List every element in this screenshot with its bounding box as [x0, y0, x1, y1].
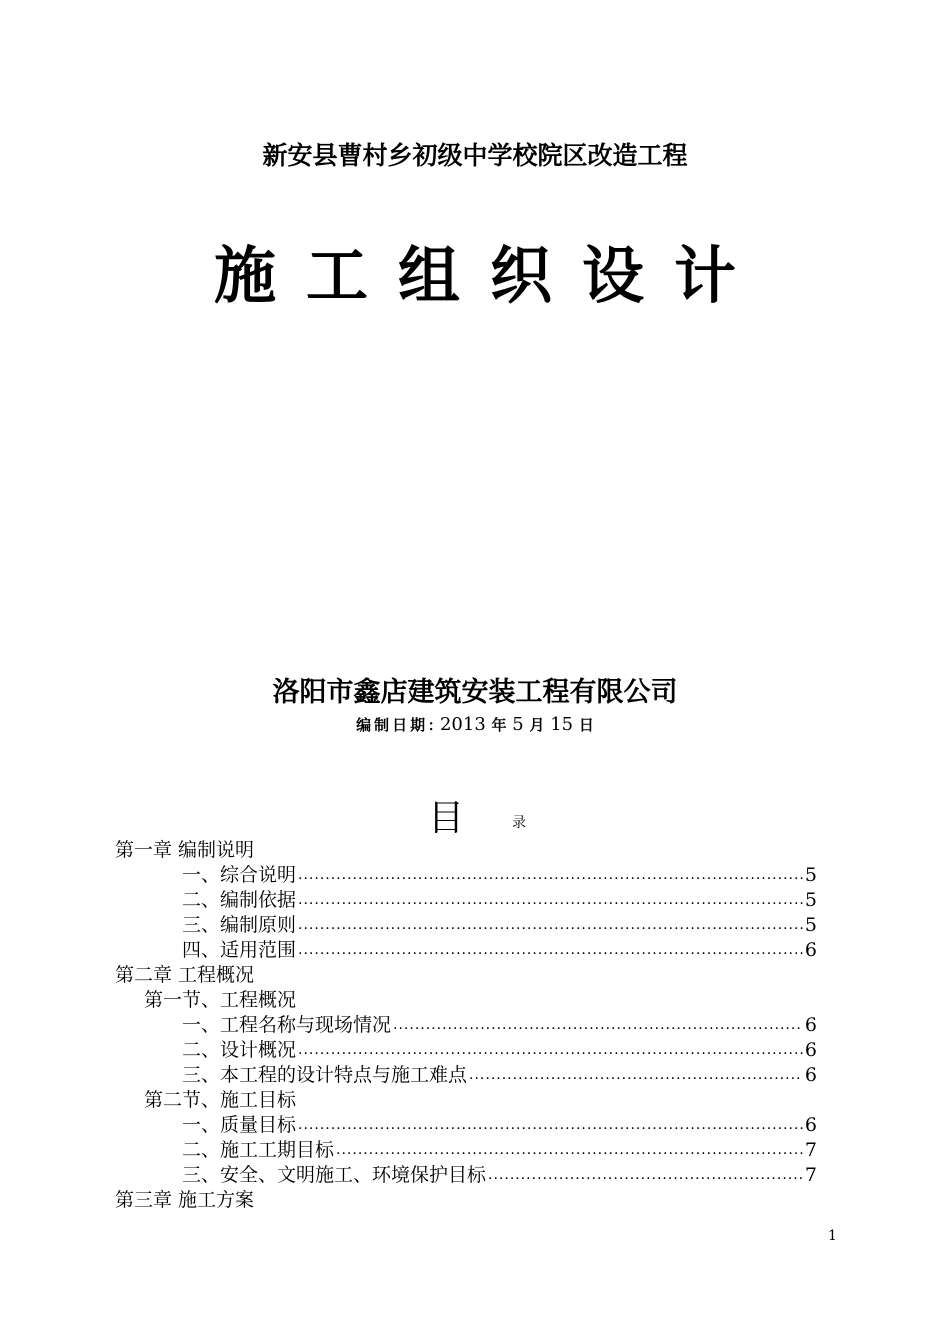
toc-leader-dots [298, 888, 803, 913]
toc-entry-page: 5 [804, 864, 817, 886]
toc-leader-dots [298, 1113, 803, 1138]
toc-entry-page: 6 [804, 1014, 817, 1036]
toc-leader-dots [298, 913, 803, 938]
toc-leader-dots [488, 1163, 803, 1188]
toc-chapter-2[interactable]: 第二章 工程概况 [115, 964, 255, 986]
toc-leader-dots [469, 1063, 803, 1088]
date-month: 5 [512, 714, 524, 735]
toc-chapter-1[interactable]: 第一章 编制说明 [115, 839, 255, 861]
toc-section[interactable]: 第一节、工程概况 [144, 989, 297, 1011]
date-day: 15 [550, 714, 574, 735]
toc-entry[interactable] [182, 1038, 817, 1063]
toc-entry-text: 三、本工程的设计特点与施工难点 [182, 1064, 468, 1086]
toc-entry-page: 6 [804, 1039, 817, 1061]
company-name: 洛阳市鑫店建筑安装工程有限公司 [272, 677, 678, 708]
toc-leader-dots [298, 938, 803, 963]
toc-entry[interactable] [182, 888, 817, 913]
toc-entry[interactable] [182, 913, 817, 938]
toc-chapter-3[interactable]: 第三章 施工方案 [115, 1189, 255, 1211]
toc-entry-text: 三、安全、文明施工、环境保护目标 [182, 1164, 487, 1186]
toc-entry-text: 一、综合说明 [182, 864, 297, 886]
toc-heading-char-1: 目 [428, 798, 465, 839]
date-year-unit: 年 [491, 716, 507, 734]
toc-entry-text: 二、施工工期目标 [182, 1139, 335, 1161]
compile-date [0, 714, 950, 735]
toc-heading-char-2: 录 [512, 815, 526, 831]
date-month-unit: 月 [529, 716, 545, 734]
document-title: 施工组织设计 [213, 239, 766, 312]
toc-heading [428, 790, 628, 840]
toc-entry[interactable] [182, 1163, 817, 1188]
date-label: 编制日期 [356, 716, 429, 734]
toc-entry-text: 二、设计概况 [182, 1039, 297, 1061]
toc-leader-dots [298, 863, 803, 888]
toc-entry-text: 一、质量目标 [182, 1114, 297, 1136]
toc-entry[interactable] [182, 863, 817, 888]
date-colon: : [428, 714, 435, 735]
toc-entry-text: 四、适用范围 [182, 939, 297, 961]
toc-entry[interactable] [182, 938, 817, 963]
toc-entry[interactable] [182, 1013, 817, 1038]
toc-entry-text: 二、编制依据 [182, 889, 297, 911]
toc-leader-dots [298, 1038, 803, 1063]
toc-entry-text: 一、工程名称与现场情况 [182, 1014, 392, 1036]
toc-entry-page: 7 [804, 1139, 817, 1161]
toc-entry-page: 5 [804, 914, 817, 936]
toc-leader-dots [393, 1013, 803, 1038]
toc-entry-page: 6 [804, 1064, 817, 1086]
toc-entry[interactable] [182, 1138, 817, 1163]
toc-entry-text: 三、编制原则 [182, 914, 297, 936]
date-day-unit: 日 [578, 716, 594, 734]
toc-entry-page: 6 [804, 939, 817, 961]
toc-section[interactable]: 第二节、施工目标 [144, 1089, 297, 1111]
date-year: 2013 [439, 714, 486, 735]
project-subtitle: 新安县曹村乡初级中学校院区改造工程 [262, 141, 688, 170]
page-number: 1 [828, 1228, 837, 1244]
toc-entry-page: 7 [804, 1164, 817, 1186]
toc-entry[interactable] [182, 1113, 817, 1138]
toc-leader-dots [336, 1138, 803, 1163]
toc-entry[interactable] [182, 1063, 817, 1088]
toc-entry-page: 5 [804, 889, 817, 911]
toc-entry-page: 6 [804, 1114, 817, 1136]
